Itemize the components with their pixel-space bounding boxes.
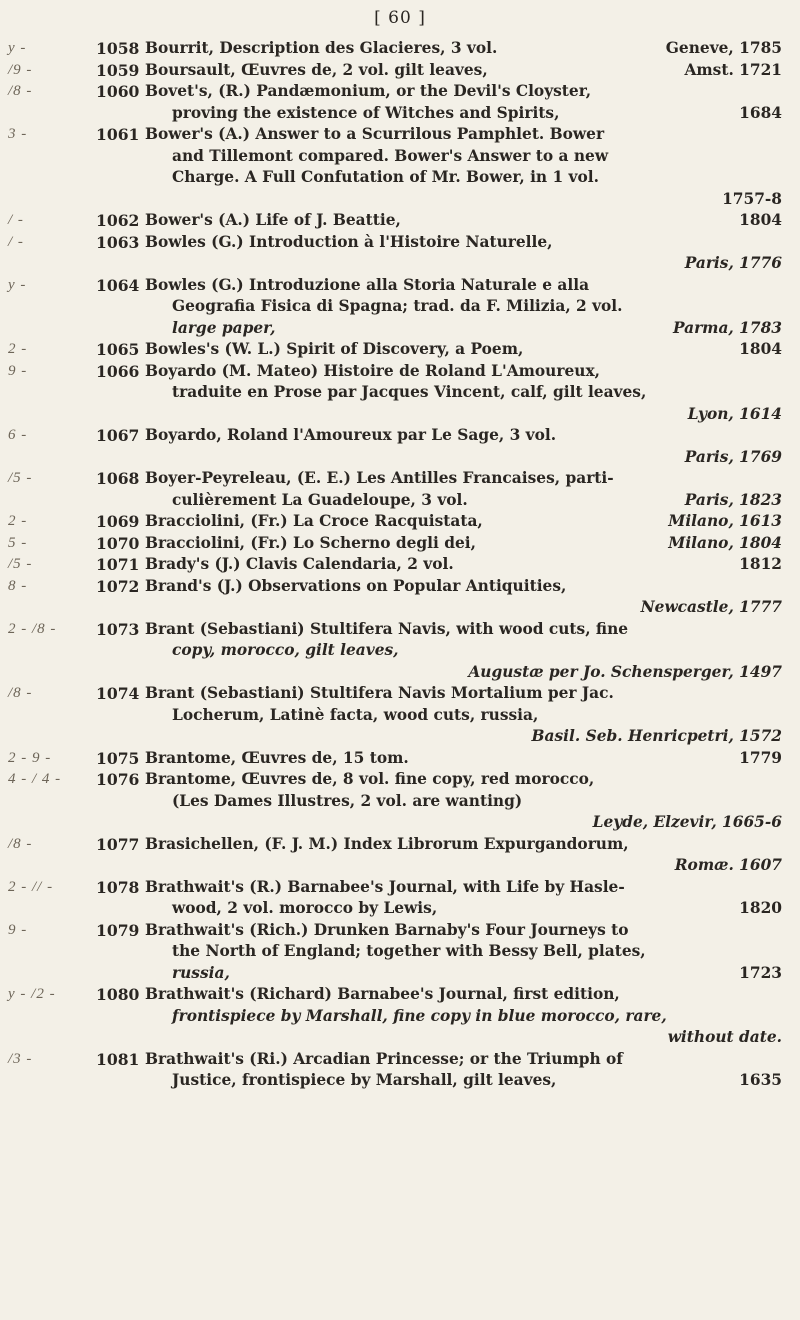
entry-imprint: without date.: [667, 1028, 782, 1046]
entry-1065: [0, 339, 800, 361]
entry-imprint: Leyde, Elzevir, 1665-6: [592, 813, 782, 831]
entry-text: Brantome, Œuvres de, 15 tom.: [145, 748, 409, 767]
entry-1076: [0, 769, 800, 834]
entry-imprint: 1684: [739, 103, 782, 122]
entry-text: Bowles (G.) Introduction à l'Histoire Naturelle,: [145, 232, 553, 251]
entry-text: Bowles (G.) Introduzione alla Storia Naturale e alla: [145, 275, 590, 294]
entry-1081: [0, 1049, 800, 1092]
entry-1070: [0, 533, 800, 555]
price-mark: 2 - /8 -: [8, 620, 57, 637]
entry-continuation: traduite en Prose par Jacques Vincent, calf, gilt leaves,: [172, 383, 647, 401]
entry-1062: [0, 210, 800, 232]
price-mark: y - /2 -: [8, 986, 56, 1002]
entry-continuation: Justice, frontispiece by Marshall, gilt leaves,: [172, 1071, 557, 1089]
entry-text: Bower's (A.) Answer to a Scurrilous Pamphlet. Bower: [145, 125, 605, 143]
lot-number: 1076: [96, 770, 140, 789]
entry-imprint: Milano, 1613: [668, 512, 782, 530]
entry-imprint: 1820: [739, 899, 782, 917]
entry-continuation: (Les Dames Illustres, 2 vol. are wanting): [172, 791, 523, 810]
entry-imprint: Amst. 1721: [684, 60, 782, 79]
entry-1060: [0, 81, 800, 124]
price-mark: 9 -: [8, 921, 28, 938]
lot-number: 1074: [96, 684, 140, 703]
entry-1067: [0, 425, 800, 468]
price-mark: 2 - 9 -: [8, 749, 52, 766]
entry-imprint: 1635: [739, 1071, 782, 1089]
price-mark: /8 -: [8, 83, 33, 99]
entry-imprint: 1804: [739, 340, 782, 358]
lot-number: 1066: [96, 361, 140, 381]
entry-text: Brantome, Œuvres de, 8 vol. fine copy, red morocco,: [145, 770, 595, 788]
entry-1073: [0, 619, 800, 684]
entry-continuation: proving the existence of Witches and Spirits,: [172, 103, 560, 122]
lot-number: 1070: [96, 533, 140, 553]
lot-number: 1069: [96, 512, 140, 531]
entry-text: Bowles's (W. L.) Spirit of Discovery, a Poem,: [145, 340, 524, 358]
catalogue-entries: [0, 38, 800, 1092]
entry-text: Bracciolini, (Fr.) La Croce Racquistata,: [145, 512, 483, 530]
entry-text: Bower's (A.) Life of J. Beattie,: [145, 211, 401, 229]
entry-1059: [0, 60, 800, 82]
entry-text: Brathwait's (Rich.) Drunken Barnaby's Four Journeys to: [145, 920, 629, 939]
entry-continuation: wood, 2 vol. morocco by Lewis,: [172, 899, 438, 917]
lot-number: 1061: [96, 125, 140, 144]
entry-text: Boyardo, Roland l'Amoureux par Le Sage, 3 vol.: [145, 426, 557, 444]
entry-text: Bourrit, Description des Glacieres, 3 vol.: [145, 39, 498, 57]
entry-imprint: Augustæ per Jo. Schensperger, 1497: [468, 662, 782, 681]
entry-1080: [0, 984, 800, 1049]
entry-imprint: Geneve, 1785: [665, 39, 782, 57]
price-mark: 5 -: [8, 534, 28, 551]
lot-number: 1081: [96, 1049, 140, 1069]
price-mark: y -: [8, 276, 27, 293]
entry-1064: [0, 275, 800, 340]
entry-1061: [0, 124, 800, 210]
lot-number: 1058: [96, 39, 140, 58]
price-mark: 8 -: [8, 577, 28, 594]
price-mark: /5 -: [8, 470, 33, 486]
entry-continuation: russia,: [172, 963, 230, 982]
lot-number: 1078: [96, 877, 140, 897]
price-mark: /3 -: [8, 1050, 33, 1067]
price-mark: 2 - // -: [8, 878, 54, 895]
entry-imprint: Basil. Seb. Henricpetri, 1572: [531, 727, 782, 745]
price-mark: 6 -: [8, 427, 28, 443]
lot-number: 1064: [96, 275, 140, 295]
price-mark: 2 -: [8, 513, 28, 529]
entry-1071: [0, 554, 800, 576]
entry-imprint: Paris, 1823: [684, 490, 782, 509]
lot-number: 1063: [96, 232, 140, 252]
lot-number: 1077: [96, 834, 140, 854]
entry-text: Brathwait's (Ri.) Arcadian Princesse; or the Triumph of: [145, 1049, 623, 1068]
lot-number: 1059: [96, 60, 140, 80]
price-mark: y -: [8, 40, 27, 56]
entry-imprint: 1804: [739, 211, 782, 229]
entry-1072: [0, 576, 800, 619]
price-mark: /8 -: [8, 835, 33, 852]
entry-1069: [0, 511, 800, 533]
entry-text: Boyardo (M. Mateo) Histoire de Roland L'Amoureux,: [145, 361, 601, 380]
lot-number: 1067: [96, 426, 140, 445]
entry-imprint: Paris, 1776: [684, 254, 782, 272]
lot-number: 1072: [96, 576, 140, 596]
entry-text: Bovet's, (R.) Pandæmonium, or the Devil's Cloyster,: [145, 82, 592, 100]
entry-continuation: Locherum, Latinè facta, wood cuts, russia,: [172, 705, 539, 724]
lot-number: 1075: [96, 748, 140, 768]
entry-imprint: 1779: [739, 748, 782, 767]
entry-text: Brasichellen, (F. J. M.) Index Librorum Expurgandorum,: [145, 834, 629, 853]
entry-text: Bracciolini, (Fr.) Lo Scherno degli dei,: [145, 533, 476, 552]
entry-text: Brathwait's (R.) Barnabee's Journal, with Life by Hasle-: [145, 877, 625, 896]
entry-text: Brant (Sebastiani) Stultifera Navis Mortalium per Jac.: [145, 684, 614, 702]
entry-1078: [0, 877, 800, 920]
lot-number: 1060: [96, 82, 140, 101]
lot-number: 1071: [96, 555, 140, 574]
entry-text: Brady's (J.) Clavis Calendaria, 2 vol.: [145, 555, 454, 573]
entry-continuation: Charge. A Full Confutation of Mr. Bower, in 1 vol.: [172, 168, 599, 186]
entry-imprint: Newcastle, 1777: [640, 598, 782, 616]
entry-text: Brathwait's (Richard) Barnabee's Journal, first edition,: [145, 985, 620, 1003]
page-number: [ 60 ]: [374, 8, 426, 28]
entry-imprint: Paris, 1769: [684, 447, 782, 466]
entry-imprint: Milano, 1804: [668, 533, 782, 552]
entry-imprint: Romæ. 1607: [674, 856, 782, 874]
entry-continuation: large paper,: [172, 318, 276, 337]
price-mark: 9 -: [8, 362, 28, 379]
price-mark: / -: [8, 233, 24, 250]
price-mark: /8 -: [8, 685, 33, 701]
entry-imprint: Parma, 1783: [672, 318, 782, 337]
lot-number: 1079: [96, 920, 140, 940]
entry-1058: [0, 38, 800, 60]
entry-imprint: Lyon, 1614: [687, 404, 782, 423]
entry-text: Boyer-Peyreleau, (E. E.) Les Antilles Francaises, parti-: [145, 469, 614, 487]
price-mark: 3 -: [8, 126, 28, 142]
entry-imprint: 1812: [739, 555, 782, 573]
price-mark: 2 -: [8, 341, 28, 357]
entry-1074: [0, 683, 800, 748]
entry-text: Brant (Sebastiani) Stultifera Navis, with wood cuts, fine: [145, 619, 629, 638]
price-mark: /9 -: [8, 61, 33, 78]
entry-continuation: frontispiece by Marshall, fine copy in blue morocco, rare,: [172, 1006, 667, 1025]
entry-continuation: and Tillemont compared. Bower's Answer to a new: [172, 146, 609, 165]
entry-1063: [0, 232, 800, 275]
entry-1066: [0, 361, 800, 426]
price-mark: / -: [8, 212, 24, 228]
entry-continuation: the North of England; together with Bessy Bell, plates,: [172, 942, 646, 960]
lot-number: 1068: [96, 469, 140, 488]
lot-number: 1073: [96, 619, 140, 639]
price-mark: 4 - / 4 -: [8, 771, 62, 787]
entry-imprint: 1757-8: [722, 189, 782, 208]
entry-1077: [0, 834, 800, 877]
entry-continuation: culièrement La Guadeloupe, 3 vol.: [172, 490, 468, 509]
entry-text: Brand's (J.) Observations on Popular Antiquities,: [145, 576, 567, 595]
lot-number: 1065: [96, 340, 140, 359]
lot-number: 1080: [96, 985, 140, 1004]
entry-1075: [0, 748, 800, 770]
entry-text: Boursault, Œuvres de, 2 vol. gilt leaves,: [145, 60, 488, 79]
price-mark: /5 -: [8, 556, 33, 572]
entry-1068: [0, 468, 800, 511]
entry-continuation: Geografia Fisica di Spagna; trad. da F. Milizia, 2 vol.: [172, 297, 623, 315]
entry-continuation: copy, morocco, gilt leaves,: [172, 641, 399, 659]
entry-imprint: 1723: [739, 963, 782, 982]
lot-number: 1062: [96, 211, 140, 230]
entry-1079: [0, 920, 800, 985]
